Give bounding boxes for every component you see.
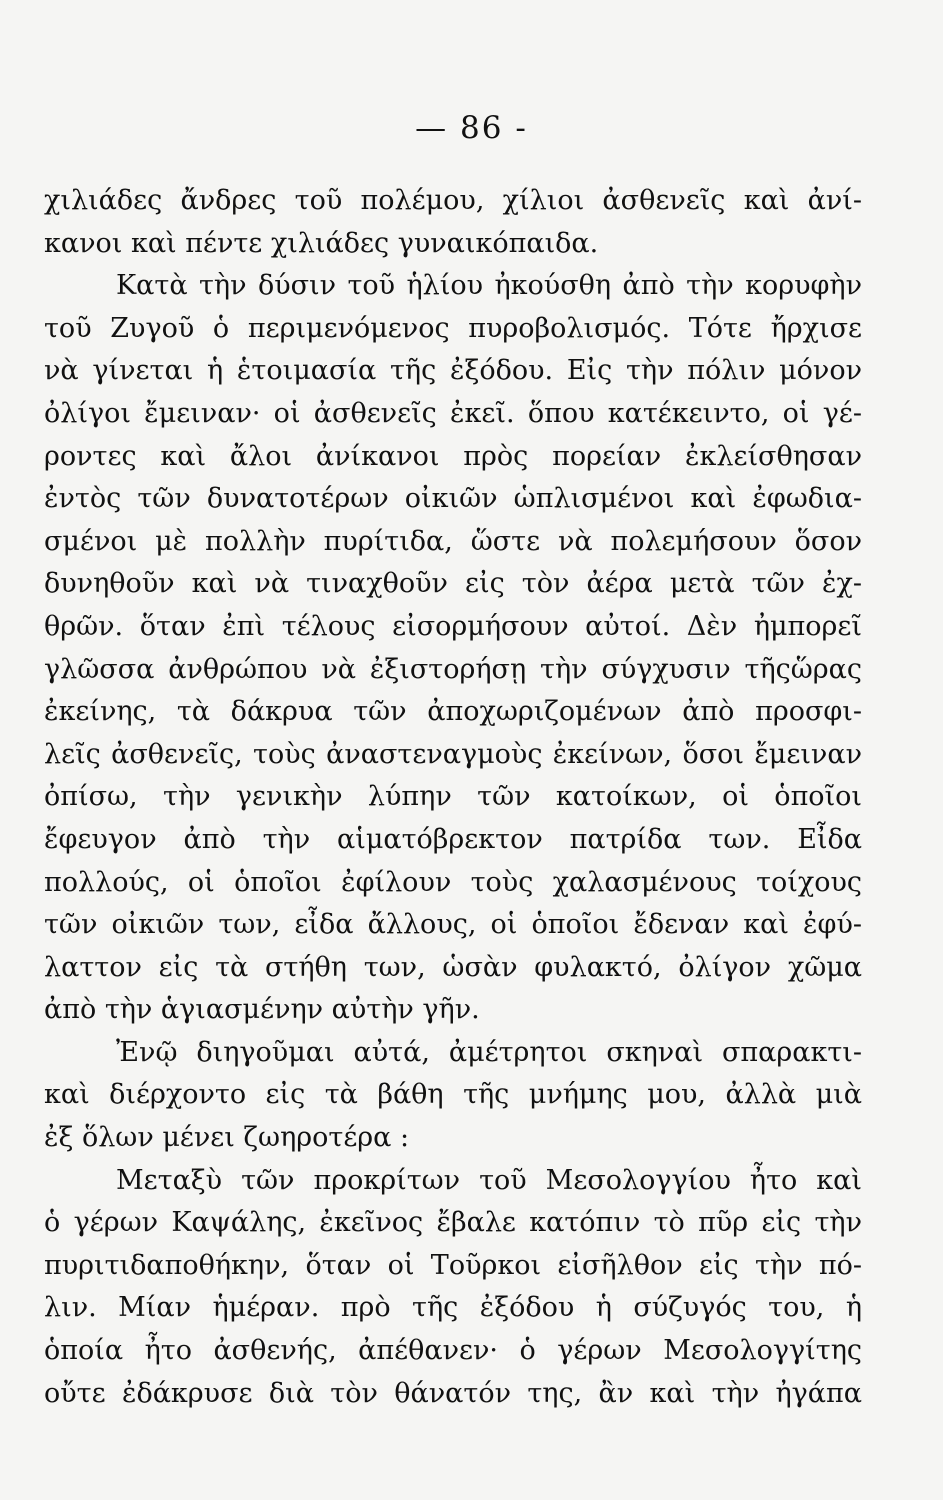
text-line: λαττον εἰς τὰ στήθη των, ὡσὰν φυλακτό, ὀλίγον χῶμα <box>44 951 862 983</box>
body-text <box>44 180 862 1415</box>
text-line: ροντες καὶ ἄλοι ἀνίκανοι πρὸς πορείαν ἐκλείσθησαν <box>44 440 862 472</box>
text-line: καὶ διέρχοντο εἰς τὰ βάθη τῆς μνήμης μου, ἀλλὰ μιὰ <box>44 1079 862 1111</box>
text-line: ἐξ ὅλων μένει ζωηροτέρα : <box>44 1122 410 1154</box>
text-line: λεῖς ἀσθενεῖς, τοὺς ἀναστεναγμοὺς ἐκείνων, ὅσοι ἔμειναν <box>44 738 862 770</box>
text-line: ὀλίγοι ἔμειναν· οἱ ἀσθενεῖς ἐκεῖ. ὅπου κατέκειντο, οἱ γέ- <box>44 397 862 429</box>
text-line: θρῶν. ὅταν ἐπὶ τέλους εἰσορμήσουν αὐτοί. Δὲν ἠμπορεῖ <box>44 610 862 642</box>
text-line: οὔτε ἐδάκρυσε διὰ τὸν θάνατόν της, ἂν καὶ τὴν ἠγάπα <box>44 1377 862 1409</box>
text-line: ὀπίσω, τὴν γενικὴν λύπην τῶν κατοίκων, οἱ ὁποῖοι <box>44 781 862 813</box>
text-line: ἀπὸ τὴν ἁγιασμένην αὐτὴν γῆν. <box>44 994 480 1026</box>
text-line: τοῦ Ζυγοῦ ὁ περιμενόμενος πυροβολισμός. Τότε ἤρχισε <box>44 312 862 344</box>
text-line: πολλούς, οἱ ὁποῖοι ἐφίλουν τοὺς χαλασμένους τοίχους <box>44 866 862 898</box>
text-line: γλῶσσα ἀνθρώπου νὰ ἐξιστορήσῃ τὴν σύγχυσιν τῆςὥρας <box>44 653 862 685</box>
text-line: τῶν οἰκιῶν των, εἶδα ἄλλους, οἱ ὁποῖοι ἔδεναν καὶ ἐφύ- <box>44 909 862 941</box>
text-line: χιλιάδες ἄνδρες τοῦ πολέμου, χίλιοι ἀσθενεῖς καὶ ἀνί- <box>44 185 862 216</box>
text-line: σμένοι μὲ πολλὴν πυρίτιδα, ὥστε νὰ πολεμήσουν ὅσον <box>44 525 862 557</box>
text-line: ὁποία ἦτο ἀσθενής, ἀπέθανεν· ὁ γέρων Μεσολογγίτης <box>44 1335 862 1367</box>
text-line: Μεταξὺ τῶν προκρίτων τοῦ Μεσολογγίου ἦτο καὶ <box>116 1164 862 1196</box>
text-line: δυνηθοῦν καὶ νὰ τιναχθοῦν εἰς τὸν ἀέρα μετὰ τῶν ἐχ- <box>44 568 862 600</box>
text-line: ἐντὸς τῶν δυνατοτέρων οἰκιῶν ὡπλισμένοι καὶ ἐφωδια- <box>44 483 862 515</box>
text-line: νὰ γίνεται ἡ ἑτοιμασία τῆς ἐξόδου. Εἰς τὴν πόλιν μόνον <box>44 355 862 387</box>
text-line: Ἐνῷ διηγοῦμαι αὐτά, ἀμέτρητοι σκηναὶ σπαρακτι- <box>116 1036 862 1068</box>
text-line: ἔφευγον ἀπὸ τὴν αἱματόβρεκτον πατρίδα των. Εἶδα <box>44 823 862 855</box>
page-number: — 86 - <box>415 110 528 146</box>
text-line: ἐκείνης, τὰ δάκρυα τῶν ἀποχωριζομένων ἀπὸ προσφι- <box>44 696 862 728</box>
text-line: ὁ γέρων Καψάλης, ἐκεῖνος ἔβαλε κατόπιν τὸ πῦρ εἰς τὴν <box>44 1207 862 1239</box>
text-line: κανοι καὶ πέντε χιλιάδες γυναικόπαιδα. <box>44 227 599 259</box>
text-line: πυριτιδαποθήκην, ὅταν οἱ Τοῦρκοι εἰσῆλθον εἰς τὴν πό- <box>44 1249 862 1281</box>
text-line: Κατὰ τὴν δύσιν τοῦ ἡλίου ἠκούσθη ἀπὸ τὴν κορυφὴν <box>116 270 862 302</box>
text-line: λιν. Μίαν ἡμέραν. πρὸ τῆς ἐξόδου ἡ σύζυγός του, ἡ <box>44 1292 862 1324</box>
